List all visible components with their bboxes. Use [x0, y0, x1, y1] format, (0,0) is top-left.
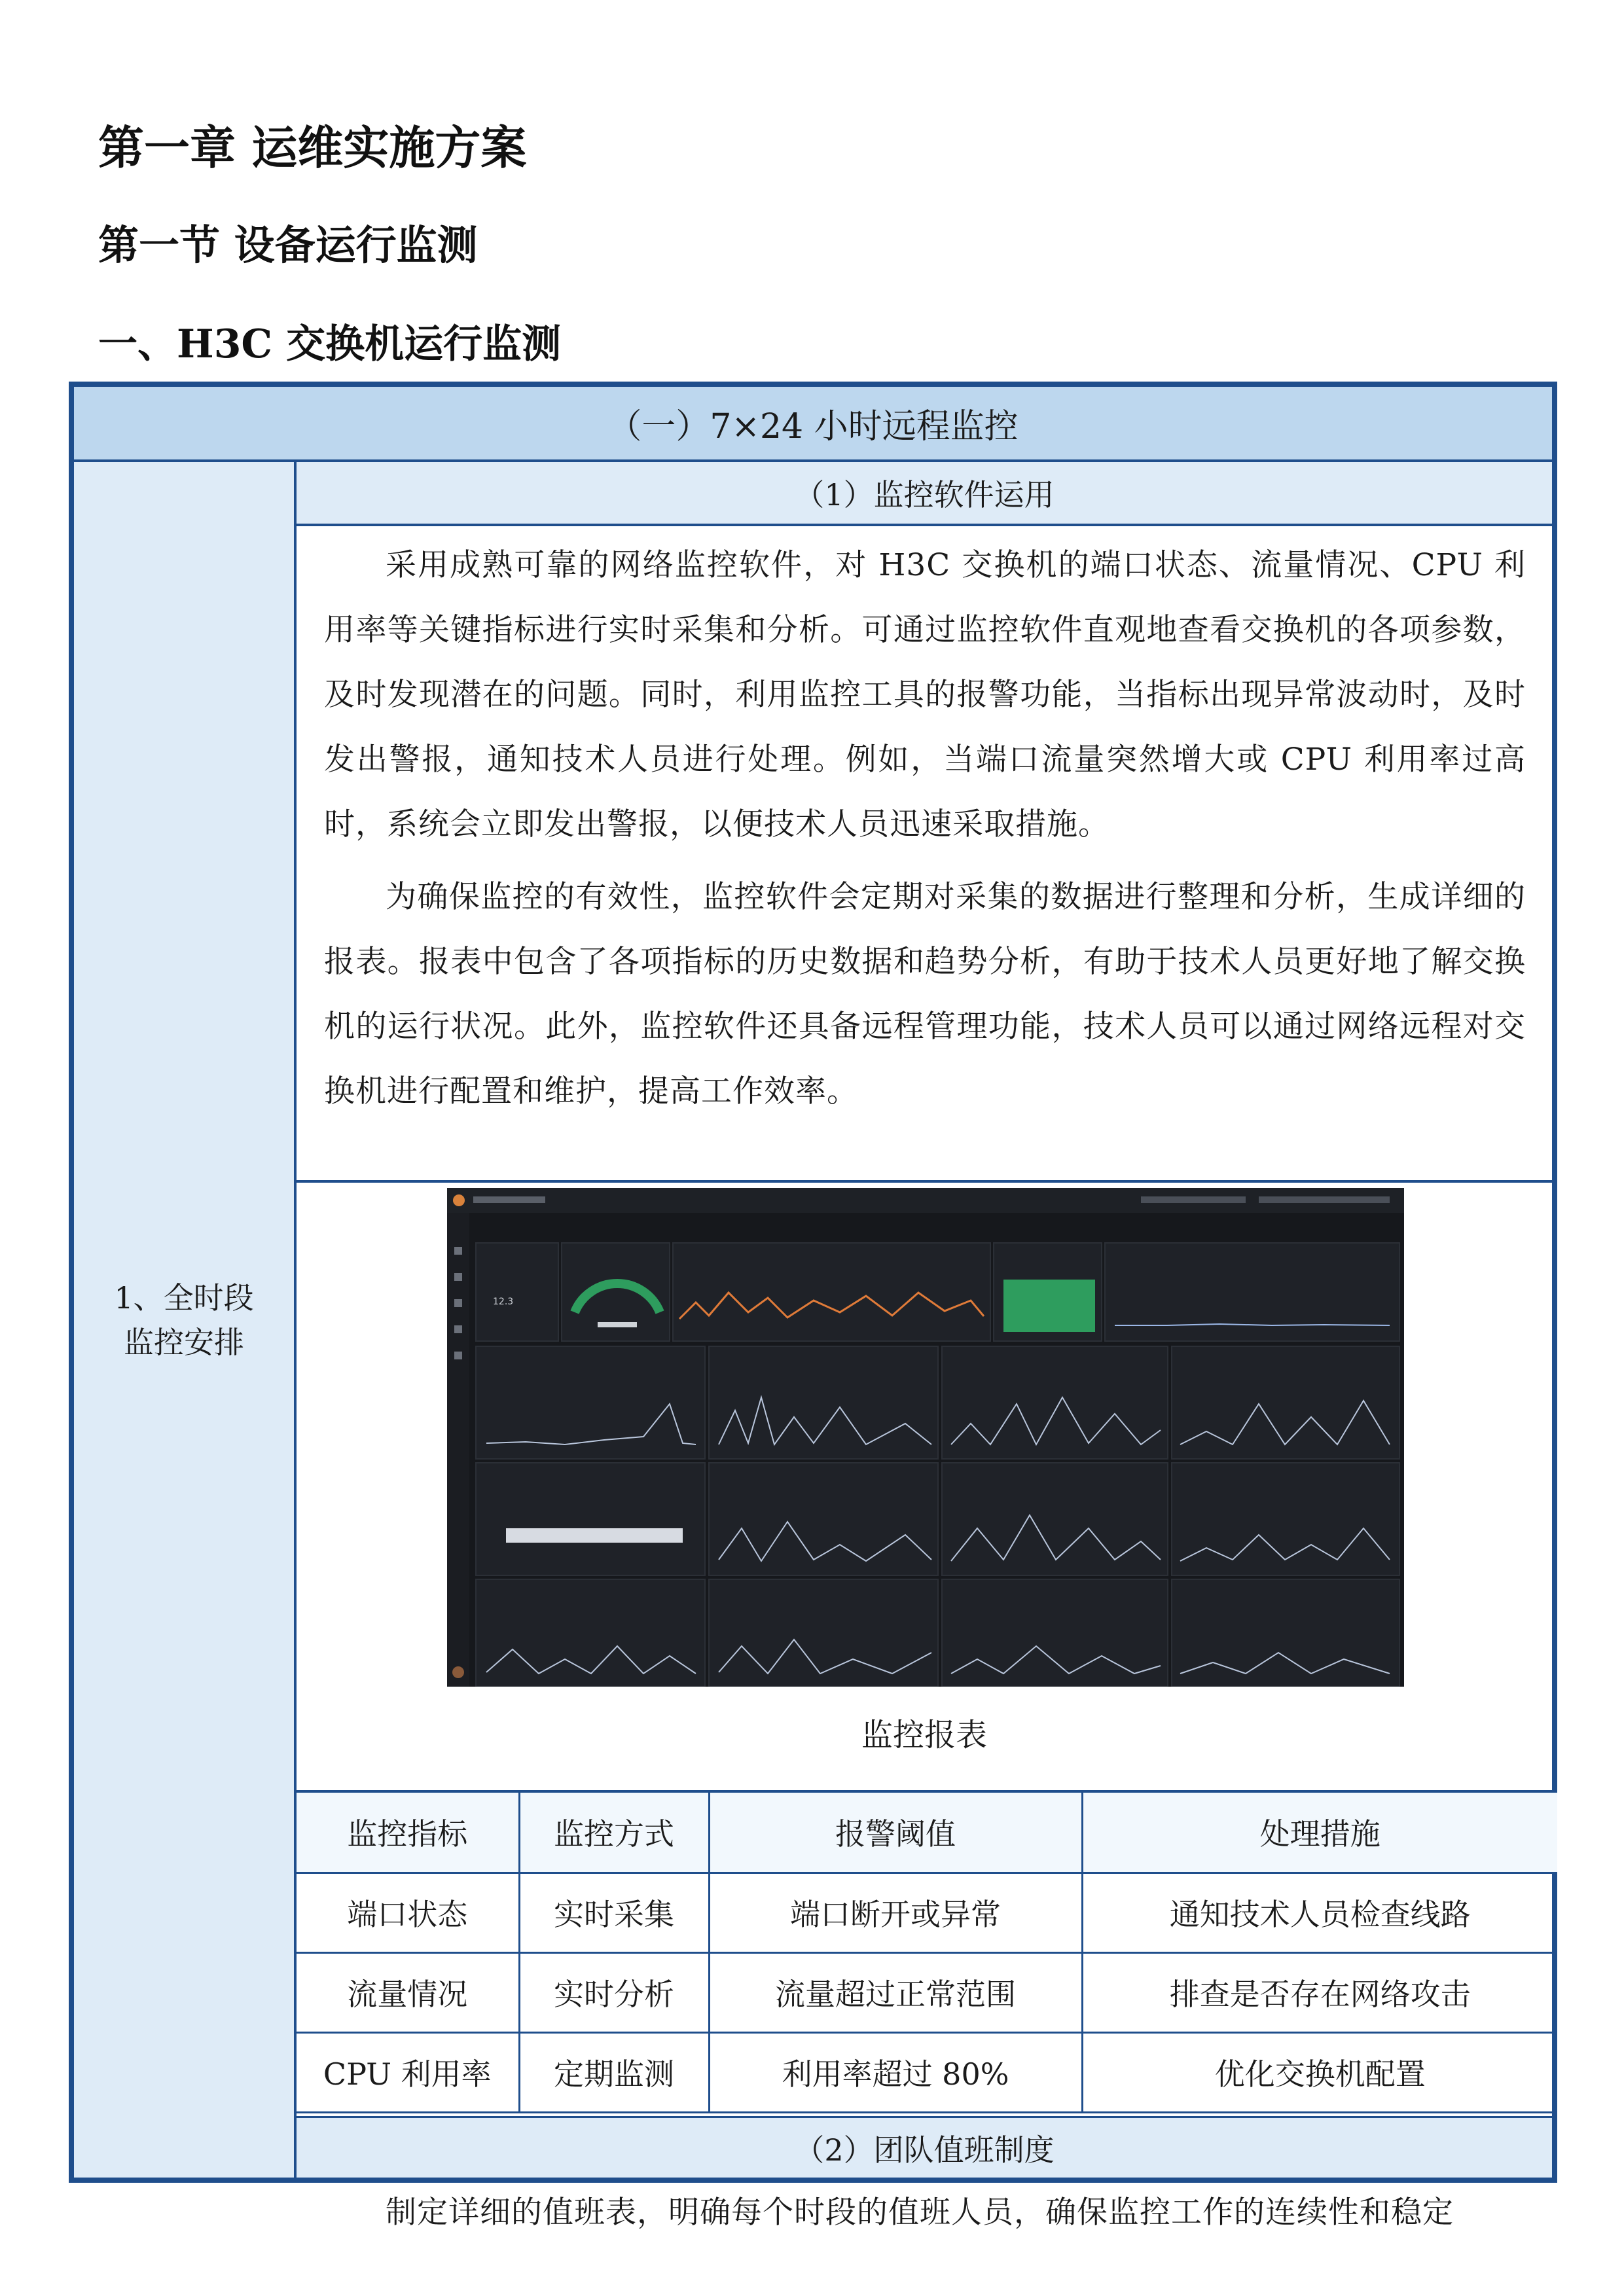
table-header-row [297, 1793, 1557, 1873]
monitoring-dashboard-screenshot [447, 1188, 1404, 1687]
paragraph: 为确保监控的有效性，监控软件会定期对采集的数据进行整理和分析，生成详细的报表。报表中包含了各项指标的历史数据和趋势分析，有助于技术人员更好地了解交换机的运行状况。此外，监控软件还具备远程管理功能，技术人员可以通过网络远程对交换机进行配置和维护，提高工作效率。 [324, 879, 1526, 1109]
table-cell: 通知技术人员检查线路 [1082, 1873, 1557, 1952]
monitoring-table [297, 1793, 1557, 2113]
chapter-title: 第一章 运维实施方案 [98, 120, 527, 175]
image-caption: 监控报表 [861, 1717, 987, 1753]
table-cell: 端口断开或异常 [709, 1873, 1082, 1952]
table-cell: 优化交换机配置 [1082, 2032, 1557, 2112]
paragraph: 采用成熟可靠的网络监控软件，对 H3C 交换机的端口状态、流量情况、CPU 利用率等关键指标进行实时采集和分析。可通过监控软件直观地查看交换机的各项参数，及时发现潜在的问题。同时，利用监控工具的报警功能，当指标出现异常波动时，及时发出警报，通知技术人员进行处理。例如，当端口流量突然增大或 CPU 利用率过高时，系统会立即发出警报，以便技术人员迅速采取措施。 [324, 547, 1526, 842]
part2-text [297, 2180, 1552, 2259]
subsection-title: 一、H3C 交换机运行监测 [98, 321, 562, 367]
table-header-cell: 监控方式 [519, 1793, 709, 1873]
box-header: （一）7×24 小时远程监控 [74, 387, 1552, 462]
svg-text:12.3: 12.3 [493, 1297, 514, 1307]
table-cell: 实时分析 [519, 1952, 709, 2032]
paragraph: 制定详细的值班表，明确每个时段的值班人员，确保监控工作的连续性和稳定 [386, 2195, 1454, 2231]
content-column [297, 462, 1552, 2231]
table-header-cell: 处理措施 [1082, 1793, 1557, 1873]
table-cell: 定期监测 [519, 2032, 709, 2112]
table-cell: CPU 利用率 [297, 2032, 519, 2112]
part1-text [297, 526, 1552, 1183]
table-cell: 排查是否存在网络攻击 [1082, 1952, 1557, 2032]
table-header-cell: 报警阈值 [709, 1793, 1082, 1873]
table-row [297, 1873, 1557, 1952]
table-row [297, 1952, 1557, 2032]
table-cell: 流量超过正常范围 [709, 1952, 1082, 2032]
table-cell: 流量情况 [297, 1952, 519, 2032]
table-row [297, 2032, 1557, 2112]
monitoring-box [69, 382, 1557, 2231]
table-cell: 实时采集 [519, 1873, 709, 1952]
row-label-line2: 监控安排 [124, 1324, 244, 1360]
part2-title: （2）团队值班制度 [297, 2116, 1552, 2180]
row-label-cell [74, 462, 297, 2178]
section-title: 第一节 设备运行监测 [98, 221, 478, 269]
part1-title: （1）监控软件运用 [297, 462, 1552, 526]
row-label-line1: 1、全时段 [114, 1280, 254, 1316]
image-cell [297, 1183, 1552, 1793]
table-cell: 端口状态 [297, 1873, 519, 1952]
table-cell: 利用率超过 80% [709, 2032, 1082, 2112]
table-header-cell: 监控指标 [297, 1793, 519, 1873]
dashboard-illustration [447, 1188, 1404, 1687]
